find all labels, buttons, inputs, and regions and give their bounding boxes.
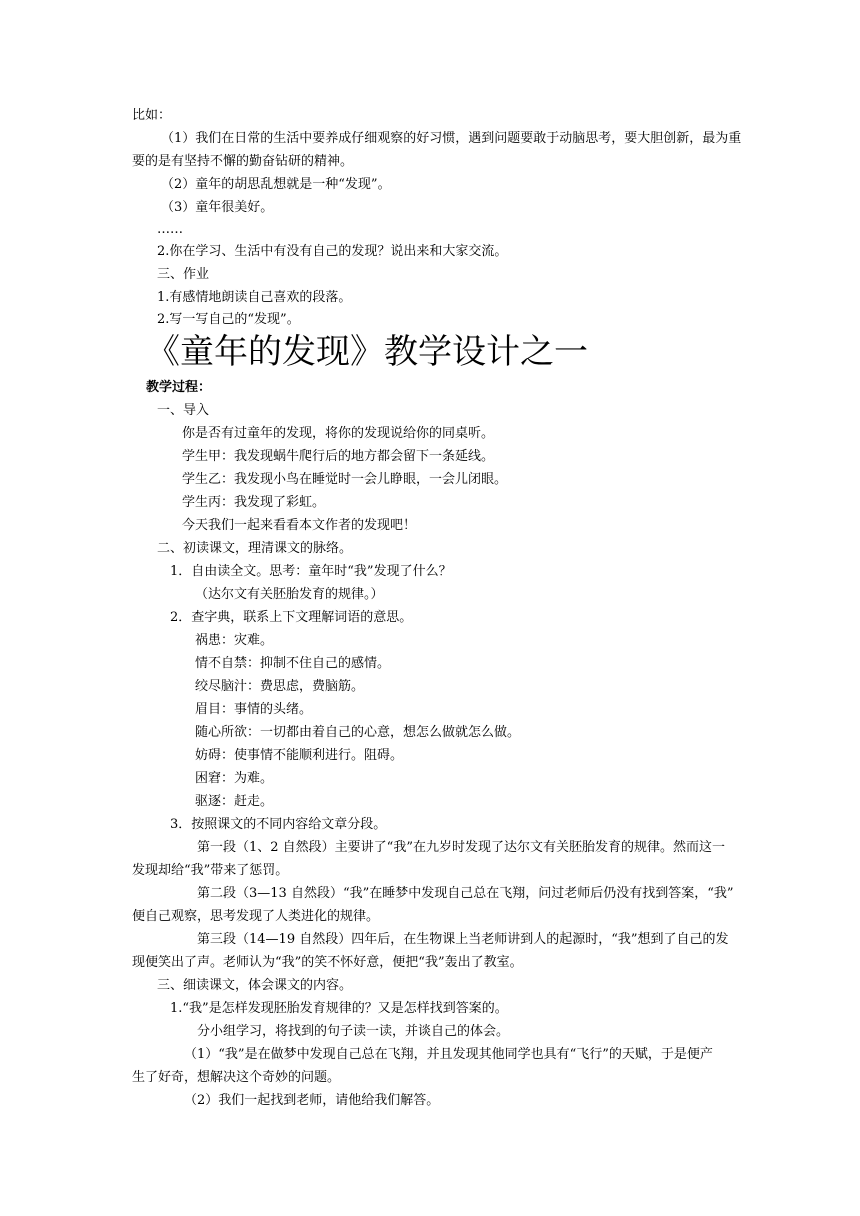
segment-2-line-2: 便自己观察，思考发现了人类进化的规律。 xyxy=(132,909,380,924)
section-1-heading: 一、导入 xyxy=(157,403,210,418)
section-1-line-4: 学生丙：我发现了彩虹。 xyxy=(182,495,326,510)
homework-item-2: 2.写一写自己的“发现”。 xyxy=(157,312,300,327)
process-label: 教学过程： xyxy=(146,380,212,395)
intro-point-1-line-2: 要的是有坚持不懈的勤奋钻研的精神。 xyxy=(132,154,354,169)
section-1-line-2: 学生甲：我发现蜗牛爬行后的地方都会留下一条延线。 xyxy=(182,449,495,464)
intro-point-3: （3）童年很美好。 xyxy=(161,200,274,215)
homework-item-1: 1.有感情地朗读自己喜欢的段落。 xyxy=(157,290,352,305)
section-3-heading: 三、细读课文，体会课文的内容。 xyxy=(157,978,353,993)
document-title: 《童年的发现》教学设计之一 xyxy=(146,332,588,372)
segment-1-line-1: 第一段（1、2 自然段）主要讲了“我”在九岁时发现了达尔文有关胚胎发育的规律。然而这一 xyxy=(197,840,725,855)
intro-lead: 比如： xyxy=(132,108,172,123)
section-2-heading: 二、初读课文，理清课文的脉络。 xyxy=(157,541,353,556)
segment-1-line-2: 发现却给“我”带来了惩罚。 xyxy=(132,863,289,878)
section-2-question-1: 1．自由读全文。思考：童年时“我”发现了什么？ xyxy=(170,564,452,579)
section-2-question-3: 3．按照课文的不同内容给文章分段。 xyxy=(170,817,387,832)
section-2-answer-1: （达尔文有关胚胎发育的规律。） xyxy=(195,587,384,602)
section-3-point-2: （2）我们一起找到老师，请他给我们解答。 xyxy=(184,1093,440,1108)
segment-3-line-1: 第三段（14—19 自然段）四年后，在生物课上当老师讲到人的起源时，“我”想到了自己的发 xyxy=(197,932,729,947)
section-1-line-3: 学生乙：我发现小鸟在睡觉时一会儿睁眼，一会儿闭眼。 xyxy=(182,472,508,487)
word-item: 困窘：为难。 xyxy=(195,771,274,786)
segment-2-line-1: 第二段（3—13 自然段）“我”在睡梦中发现自己总在飞翔，问过老师后仍没有找到答案，“我” xyxy=(197,886,734,901)
section-3-point-1-line-2: 生了好奇，想解决这个奇妙的问题。 xyxy=(132,1070,341,1085)
homework-heading: 三、作业 xyxy=(157,267,210,282)
section-1-line-5: 今天我们一起来看看本文作者的发现吧！ xyxy=(182,518,417,533)
section-3-question-1: 1.“我”是怎样发现胚胎发育规律的？又是怎样找到答案的。 xyxy=(170,1001,508,1016)
word-item: 驱逐：赶走。 xyxy=(195,794,274,809)
word-item: 眉目：事情的头绪。 xyxy=(195,702,313,717)
word-item: 绞尽脑汁：费思虑，费脑筋。 xyxy=(195,679,365,694)
word-item: 情不自禁：抑制不住自己的感情。 xyxy=(195,656,391,671)
intro-ellipsis: …… xyxy=(157,222,183,237)
word-item: 随心所欲：一切都由着自己的心意，想怎么做就怎么做。 xyxy=(195,725,521,740)
intro-point-1-line-1: （1）我们在日常的生活中要养成仔细观察的好习惯，遇到问题要敢于动脑思考，要大胆创新，最为重 xyxy=(161,131,742,146)
section-3-line-1: 分小组学习，将找到的句子读一读，并谈自己的体会。 xyxy=(197,1024,510,1039)
word-item: 祸患：灾难。 xyxy=(195,633,274,648)
section-3-point-1-line-1: （1）“我”是在做梦中发现自己总在飞翔，并且发现其他同学也具有“飞行”的天赋，于是便产 xyxy=(184,1047,713,1062)
intro-question-2: 2.你在学习、生活中有没有自己的发现？说出来和大家交流。 xyxy=(157,244,508,259)
word-item: 妨碍：使事情不能顺利进行。阻碍。 xyxy=(195,748,404,763)
section-1-line-1: 你是否有过童年的发现，将你的发现说给你的同桌听。 xyxy=(182,426,495,441)
section-2-question-2: 2．查字典，联系上下文理解词语的意思。 xyxy=(170,610,413,625)
intro-point-2: （2）童年的胡思乱想就是一种“发现”。 xyxy=(161,177,391,192)
segment-3-line-2: 现便笑出了声。老师认为“我”的笑不怀好意，便把“我”轰出了教室。 xyxy=(132,955,523,970)
